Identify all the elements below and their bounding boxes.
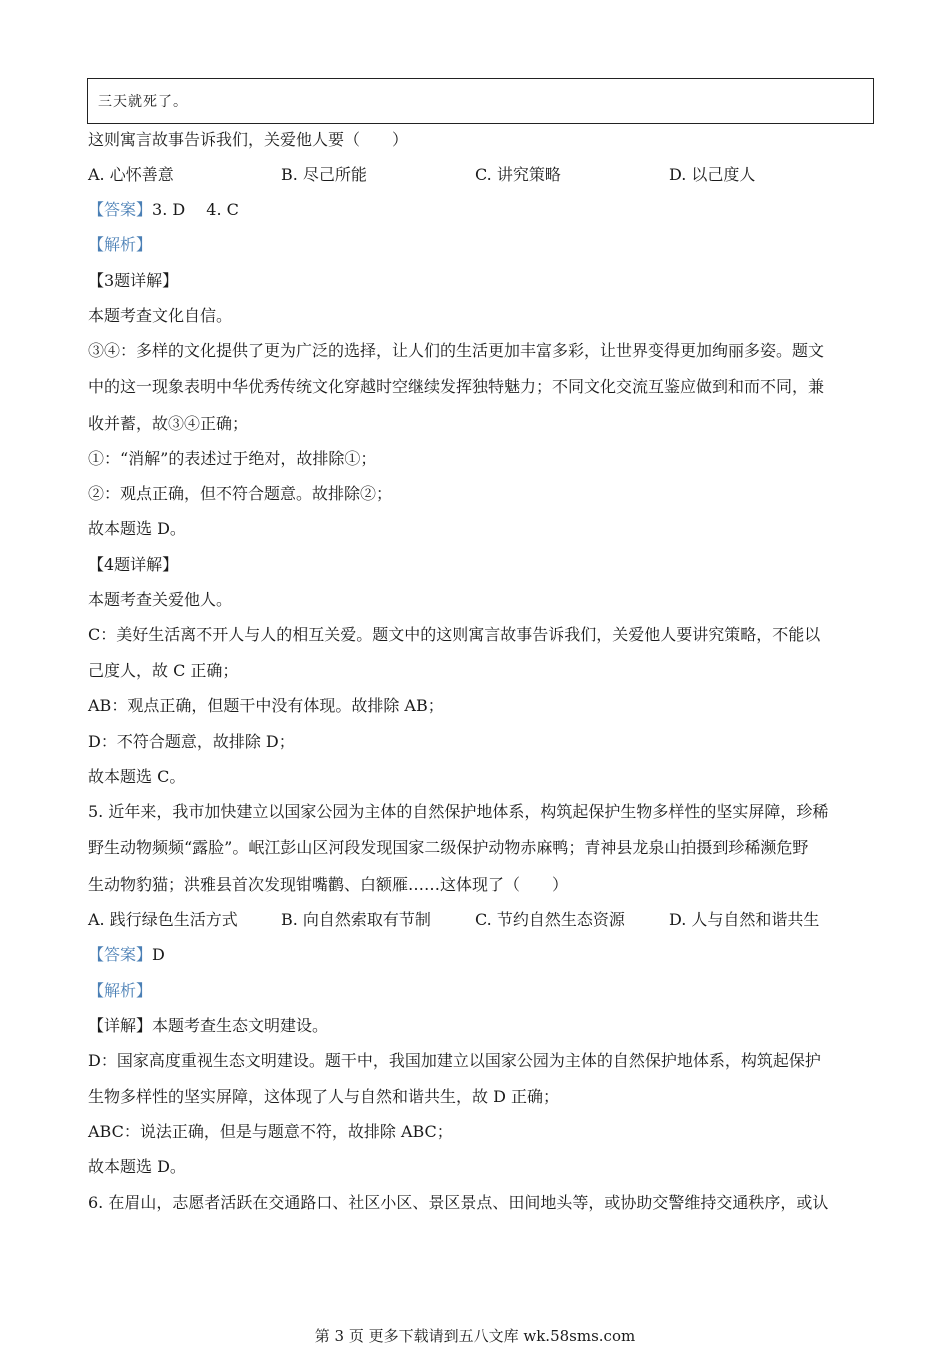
- q5-analysis-3: ABC：说法正确，但是与题意不符，故排除 ABC；: [88, 1122, 453, 1141]
- q4-text-1: C：美好生活离不开人与人的相互关爱。题文中的这则寓言故事告诉我们，关爱他人要讲究策略，不能以: [88, 625, 821, 644]
- answer-tag: 【答案】: [88, 200, 153, 219]
- answer-tag-5: 【答案】: [88, 945, 153, 964]
- answer-line-3-4: [88, 200, 239, 220]
- q5-option-d: D. 人与自然和谐共生: [669, 910, 820, 929]
- q5-conclusion: 故本题选 D。: [88, 1157, 186, 1176]
- q4-stem: 这则寓言故事告诉我们，关爱他人要（ ）: [88, 130, 409, 149]
- q3-conclusion: 故本题选 D。: [88, 519, 186, 538]
- q3-text-3: 收并蓄，故③④正确；: [88, 414, 249, 433]
- answer-value: 3. D 4. C: [152, 200, 239, 219]
- q4-option-a: A. 心怀善意: [88, 165, 174, 184]
- q5-analysis-2: 生物多样性的坚实屏障，这体现了人与自然和谐共生，故 D 正确；: [88, 1087, 560, 1106]
- q3-topic: 本题考查文化自信。: [88, 306, 233, 325]
- q5-option-c: C. 节约自然生态资源: [475, 910, 625, 929]
- q5-detail-tag: 【详解】: [88, 1016, 153, 1035]
- quote-box-text: 三天就死了。: [98, 94, 188, 110]
- q5-stem-3: 生动物豹猫；洪雅县首次发现钳嘴鹳、白额雁……这体现了（ ）: [88, 875, 569, 894]
- q3-text-5: ②：观点正确，但不符合题意。故排除②；: [88, 484, 393, 503]
- q4-option-d: D. 以己度人: [669, 165, 756, 184]
- answer-line-5: [88, 945, 165, 965]
- q4-topic: 本题考查关爱他人。: [88, 590, 233, 609]
- q4-text-4: D：不符合题意，故排除 D；: [88, 732, 295, 751]
- q3-detail-heading: 【3题详解】: [88, 271, 179, 290]
- q3-text-2: 中的这一现象表明中华优秀传统文化穿越时空继续发挥独特魅力；不同文化交流互鉴应做到和而不同，兼: [88, 377, 825, 396]
- q5-topic: 本题考查生态文明建设。: [152, 1016, 329, 1035]
- q4-option-c: C. 讲究策略: [475, 165, 561, 184]
- q5-stem-1: 5. 近年来，我市加快建立以国家公园为主体的自然保护地体系，构筑起保护生物多样性的坚实屏障，珍稀: [88, 802, 829, 821]
- page-footer: 第 3 页 更多下载请到五八文库 wk.58sms.com: [314, 1327, 636, 1345]
- quote-box: [87, 78, 874, 124]
- q6-stem-1: 6. 在眉山，志愿者活跃在交通路口、社区小区、景区景点、田间地头等，或协助交警维持交通秩序，或认: [88, 1193, 829, 1212]
- q3-text-4: ①：“消解”的表述过于绝对，故排除①；: [88, 449, 377, 468]
- q4-option-b: B. 尽己所能: [281, 165, 367, 184]
- q4-text-2: 己度人，故 C 正确；: [88, 661, 239, 680]
- q4-detail-heading: 【4题详解】: [88, 555, 179, 574]
- q5-detail: [88, 1016, 328, 1036]
- answer-value-5: D: [152, 945, 165, 964]
- q5-option-b: B. 向自然索取有节制: [281, 910, 431, 929]
- analysis-tag-5: 【解析】: [88, 981, 153, 1000]
- q5-option-a: A. 践行绿色生活方式: [88, 910, 238, 929]
- q4-conclusion: 故本题选 C。: [88, 767, 186, 786]
- q5-analysis-1: D：国家高度重视生态文明建设。题干中，我国加建立以国家公园为主体的自然保护地体系，构筑起保护: [88, 1051, 821, 1070]
- q3-text-1: ③④：多样的文化提供了更为广泛的选择，让人们的生活更加丰富多彩，让世界变得更加绚丽多姿。题文: [88, 341, 825, 360]
- analysis-tag: 【解析】: [88, 235, 153, 254]
- q5-stem-2: 野生动物频频“露脸”。岷江彭山区河段发现国家二级保护动物赤麻鸭；青神县龙泉山拍摄到珍稀濒危野: [88, 838, 809, 857]
- q4-text-3: AB：观点正确，但题干中没有体现。故排除 AB；: [88, 696, 444, 715]
